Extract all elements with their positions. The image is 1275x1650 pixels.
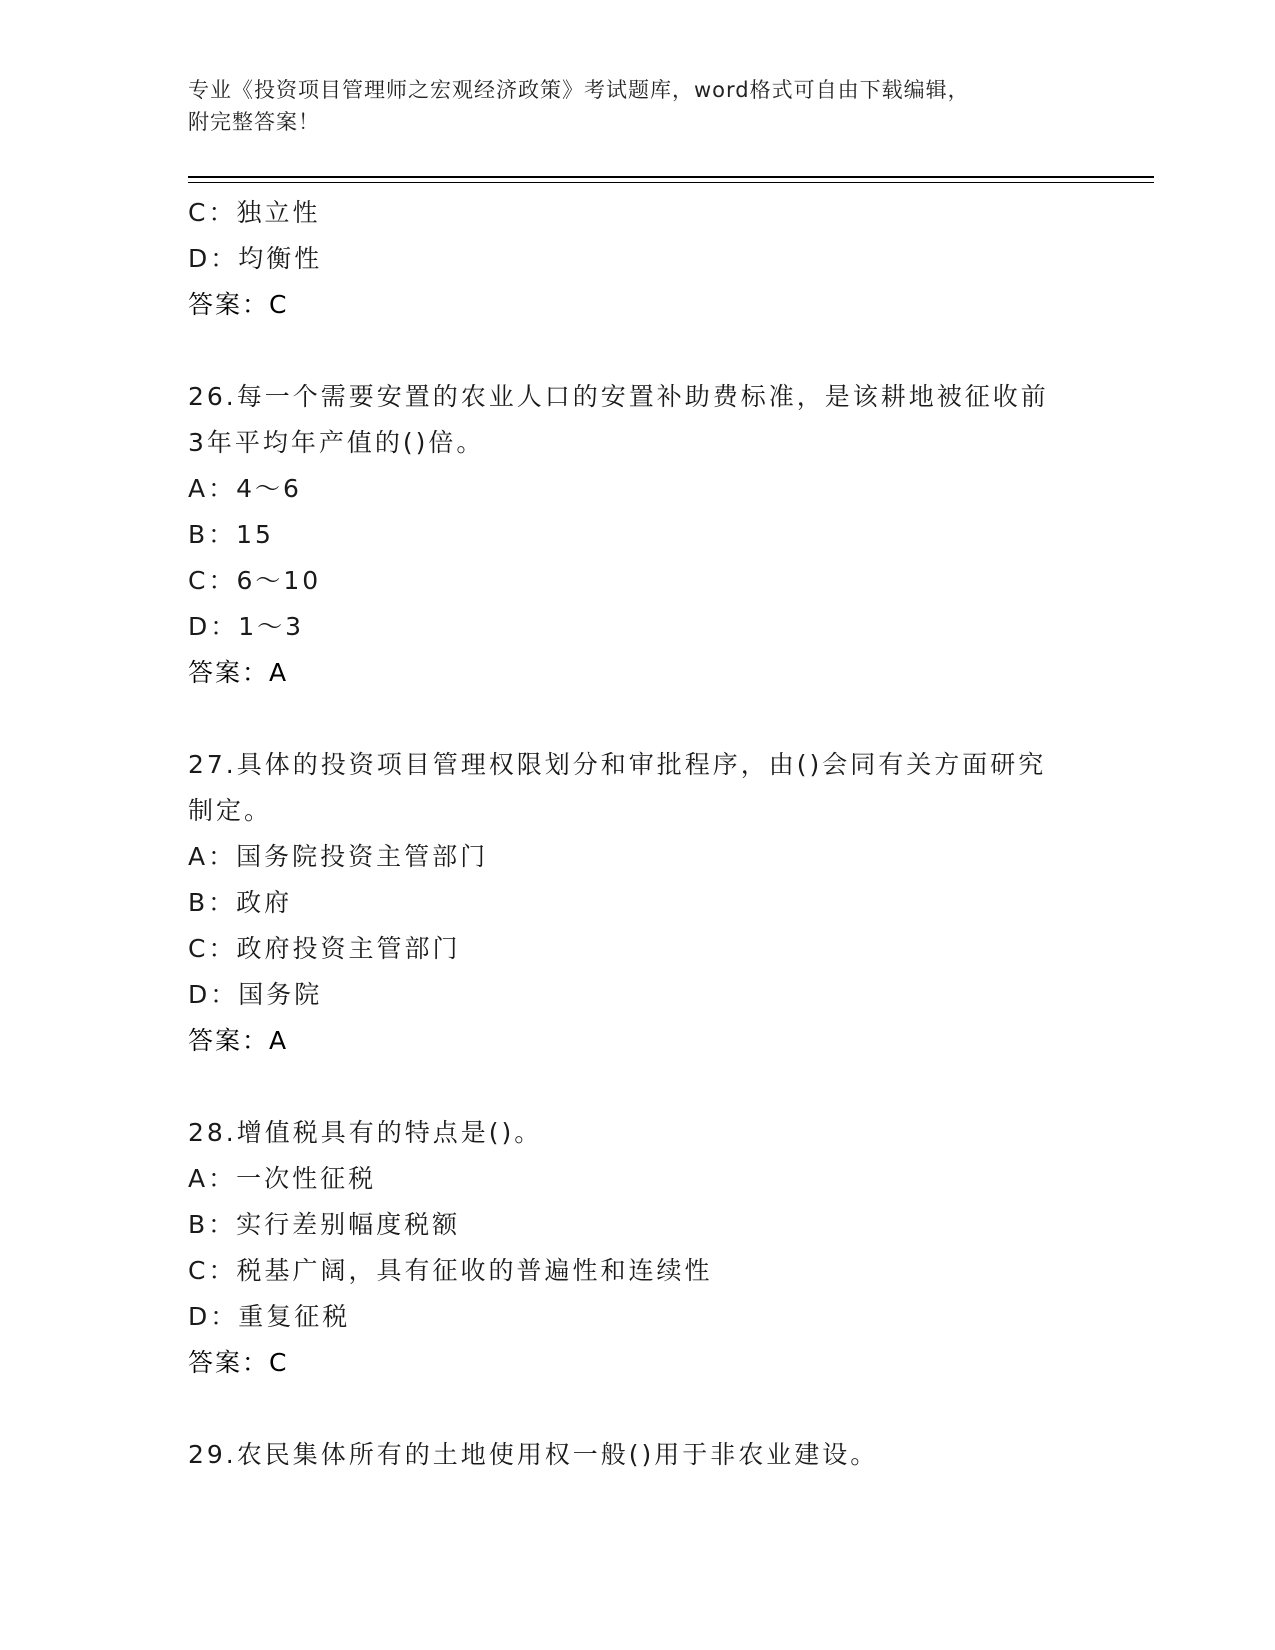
question-27-text-1: 27.具体的投资项目管理权限划分和审批程序，由()会同有关方面研究 [188,750,1047,779]
answer-line: 答案：C [188,1348,289,1377]
question-26-text-1: 26.每一个需要安置的农业人口的安置补助费标准，是该耕地被征收前 [188,382,1049,411]
page-header [188,74,1088,138]
option-d: D：均衡性 [188,244,323,273]
option-c: C：政府投资主管部门 [188,934,461,963]
header-rule-top [188,176,1154,178]
option-c: C：6～10 [188,566,322,595]
spacer [188,696,1088,742]
header-rule-bottom [188,182,1154,183]
spacer [188,328,1088,374]
option-d: D：国务院 [188,980,323,1009]
option-b: B：政府 [188,888,293,917]
question-29-text-1: 29.农民集体所有的土地使用权一般()用于非农业建设。 [188,1440,879,1469]
question-26-text-2: 3年平均年产值的()倍。 [188,428,485,457]
spacer [188,1386,1088,1432]
option-b: B：15 [188,520,274,549]
question-28-text-1: 28.增值税具有的特点是()。 [188,1118,543,1147]
option-c: C：独立性 [188,198,321,227]
option-d: D：重复征税 [188,1302,351,1331]
answer-line: 答案：A [188,1026,289,1055]
answer-line: 答案：C [188,290,289,319]
option-d: D：1～3 [188,612,305,641]
option-a: A：一次性征税 [188,1164,377,1193]
question-content [188,190,1088,1478]
option-c: C：税基广阔，具有征收的普遍性和连续性 [188,1256,713,1285]
header-line-2: 附完整答案！ [188,110,320,134]
question-27-text-2: 制定。 [188,796,273,825]
header-line-1: 专业《投资项目管理师之宏观经济政策》考试题库，word格式可自由下载编辑， [188,78,970,102]
option-a: A：4～6 [188,474,302,503]
spacer [188,1064,1088,1110]
option-a: A：国务院投资主管部门 [188,842,489,871]
answer-line: 答案：A [188,658,289,687]
option-b: B：实行差别幅度税额 [188,1210,461,1239]
